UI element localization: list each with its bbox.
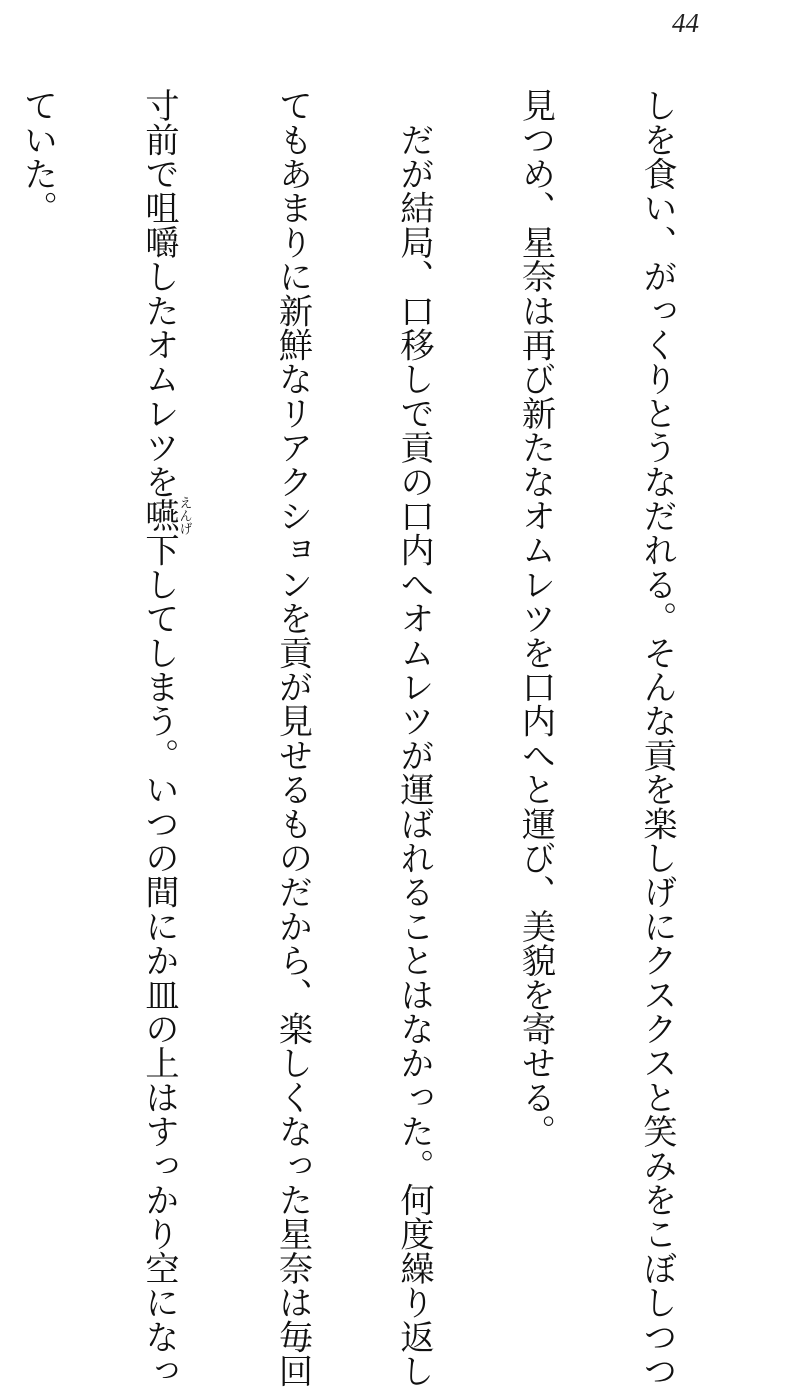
novel-body-text <box>0 88 758 1388</box>
text-line-4: てもあまりに新鮮なリアクションを貢が見せるものだから、楽しくなった星奈は毎回 <box>272 88 313 1388</box>
ruby-word <box>139 496 192 536</box>
text-line-2: 見つめ、星奈は再び新たなオムレツを口内へと運び、美貌を寄せる。 <box>515 88 556 1149</box>
text-line-5-after: 下してしまう。いつの間にか皿の上はすっかり空になっ <box>139 532 179 1388</box>
ruby-base: 嚥 <box>139 496 179 535</box>
page-number: 44 <box>672 8 699 38</box>
text-line-5 <box>139 88 192 1388</box>
ruby-reading: えんげ <box>176 496 192 536</box>
text-line-3: だが結局、口移しで貢の口内へオムレツが運ばれることはなかった。何度繰り返し <box>394 88 434 1388</box>
text-line-5-before: 寸前で咀嚼したオムレツを <box>139 88 179 499</box>
text-line-6: ていた。 <box>17 88 58 225</box>
text-line-1: しを食い、がっくりとうなだれる。そんな貢を楽しげにクスクスと笑みをこぼしつつ <box>637 88 677 1388</box>
